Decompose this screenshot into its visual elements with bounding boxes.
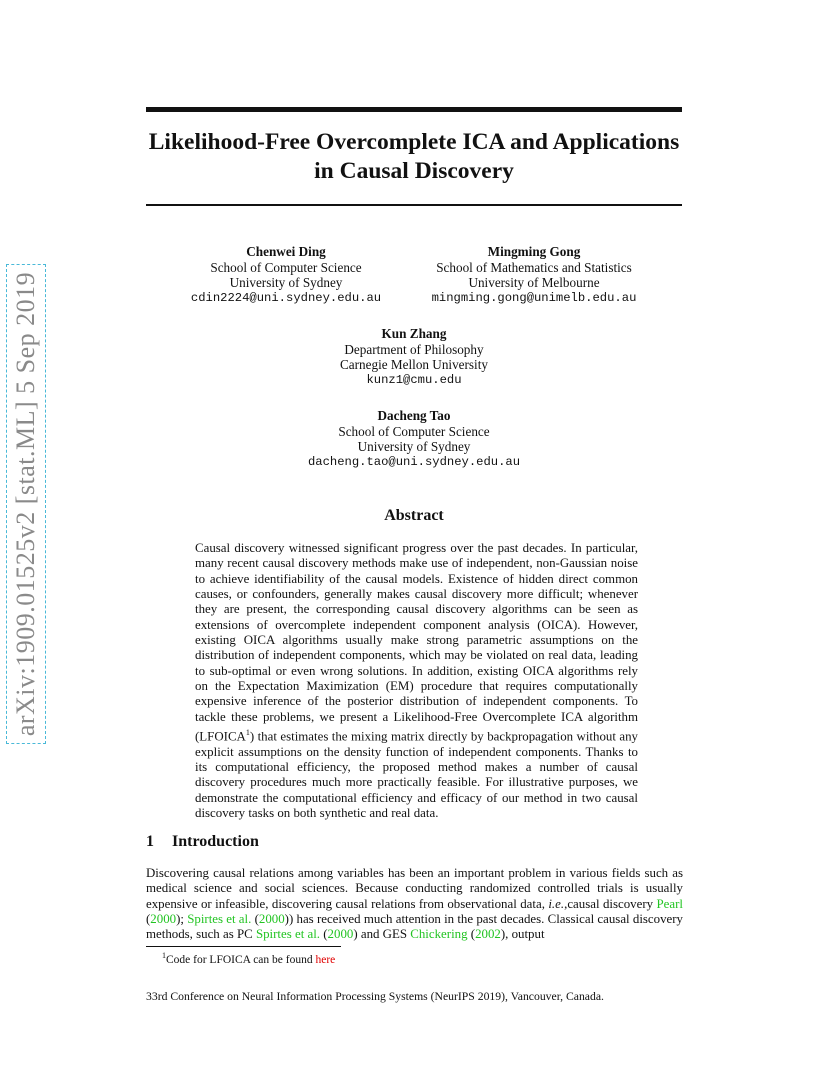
author-name: Kun Zhang xyxy=(381,326,447,341)
author-block xyxy=(420,244,648,306)
section-number: 1 xyxy=(146,833,154,850)
intro-text: ( xyxy=(146,912,151,927)
abstract-text-1: Causal discovery witnessed significant progress over the past decades. In particular, many recent causal discovery methods make use of independent, non-Gaussian noise to achieve identifiability of the causal models. Existence of hidden direct common causes, or confounders, generally makes causal discovery more difficult; whenever they are present, the corresponding causal discovery algorithms can be seen as extensions of overcomplete independent component analysis (OICA). However, existing OICA algorithms usually make strong parametric assumptions on the distribution of independent components, which may be violated on real data, leading to sub-optimal or even wrong solutions. In addition, existing OICA algorithms rely on the Expectation Maximization (EM) procedure that requires computationally expensive inference of the posterior distribution of independent components. To tackle these problems, we present a Likelihood-Free Overcomplete ICA algorithm (LFOICA xyxy=(195,541,638,744)
section-title: Introduction xyxy=(172,833,259,850)
footnote-mark: 1 xyxy=(162,951,166,960)
author-affiliation: School of Computer Science xyxy=(210,259,362,275)
intro-text: ) and GES xyxy=(353,927,411,942)
author-institution: University of Sydney xyxy=(357,439,471,454)
author-institution: Carnegie Mellon University xyxy=(340,357,488,372)
footnote-marker[interactable]: 1 xyxy=(245,728,250,738)
intro-paragraph xyxy=(146,866,683,943)
intro-text: ( xyxy=(320,927,328,942)
arxiv-stamp: arXiv:1909.01525v2 [stat.ML] 5 Sep 2019 xyxy=(11,271,40,737)
citation-link[interactable]: Chickering xyxy=(410,927,468,942)
intro-text: )) has received much attention in the past decades. Classical causal discovery methods, such as PC xyxy=(146,912,683,942)
citation-year-link[interactable]: 2000 xyxy=(258,912,285,927)
intro-text: ), output xyxy=(500,927,545,942)
author-email[interactable]: dacheng.tao@uni.sydney.edu.au xyxy=(307,454,521,469)
author-email[interactable]: kunz1@cmu.edu xyxy=(366,372,462,387)
intro-text: ,causal discovery xyxy=(564,896,657,911)
title-line-2: in Causal Discovery xyxy=(314,158,514,184)
citation-link[interactable]: Pearl xyxy=(656,896,683,911)
author-block xyxy=(186,244,386,306)
top-rule xyxy=(146,107,682,112)
title-line-1: Likelihood-Free Overcomplete ICA and Applications xyxy=(148,129,680,155)
author-block xyxy=(314,326,514,388)
author-email[interactable]: cdin2224@uni.sydney.edu.au xyxy=(190,290,382,305)
abstract-body xyxy=(195,541,638,821)
intro-text: ( xyxy=(467,927,476,942)
author-institution: University of Melbourne xyxy=(468,275,600,290)
intro-text: ); xyxy=(176,912,188,927)
intro-text: Discovering causal relations among variables has been an important problem in various fields such as medical science and social sciences. Because conducting randomized controlled trials is usually expensive or infeasible, discovering causal relations from observational data, xyxy=(146,866,683,911)
intro-emphasis: i.e. xyxy=(548,896,565,911)
author-affiliation: School of Mathematics and Statistics xyxy=(436,259,632,275)
author-block xyxy=(294,408,534,470)
author-affiliation: School of Computer Science xyxy=(338,423,490,439)
author-name: Chenwei Ding xyxy=(246,244,326,259)
author-name: Dacheng Tao xyxy=(377,408,451,423)
author-affiliation: Department of Philosophy xyxy=(344,341,484,357)
intro-text: ( xyxy=(251,912,259,927)
abstract-heading: Abstract xyxy=(384,507,444,524)
paper-title xyxy=(100,128,728,186)
abstract-text-2: ) that estimates the mixing matrix directly by backpropagation without any explicit assumptions on the density function of independent components. Thanks to its computational efficiency, the proposed method makes a number of causal discovery procedures much more practically feasible. For illustrative purposes, we demonstrate the computational efficiency and efficacy of our method in two causal discovery tasks on both synthetic and real data. xyxy=(195,729,638,821)
title-bottom-rule xyxy=(146,204,682,206)
citation-year-link[interactable]: 2002 xyxy=(475,927,501,942)
citation-link[interactable]: Spirtes et al. xyxy=(255,927,321,942)
venue-line: 33rd Conference on Neural Information Processing Systems (NeurIPS 2019), Vancouver, Canada. xyxy=(146,990,604,1003)
author-name: Mingming Gong xyxy=(487,244,581,259)
section-heading xyxy=(146,833,259,851)
footnote-link[interactable]: here xyxy=(315,953,336,966)
citation-year-link[interactable]: 2000 xyxy=(327,927,354,942)
footnote xyxy=(162,951,335,966)
author-institution: University of Sydney xyxy=(229,275,343,290)
footnote-rule xyxy=(146,946,341,947)
footnote-text: Code for LFOICA can be found xyxy=(166,953,316,966)
author-email[interactable]: mingming.gong@unimelb.edu.au xyxy=(431,290,637,305)
citation-year-link[interactable]: 2000 xyxy=(150,912,177,927)
citation-link[interactable]: Spirtes et al. xyxy=(187,912,252,927)
